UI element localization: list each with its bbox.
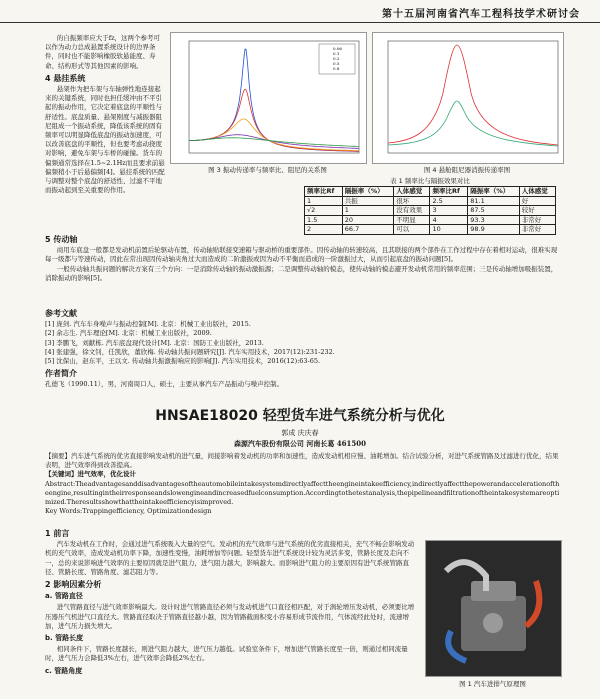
table-cell: 很坏 xyxy=(394,196,430,206)
table-cell: 93.3 xyxy=(468,215,519,225)
table-cell: 98.9 xyxy=(468,225,519,235)
table-cell: 非常好 xyxy=(519,215,555,225)
table-1-title: 表 1 频率比与隔振效果对比 xyxy=(390,177,470,185)
figure-1-caption: 图 1 汽车进排气原理图 xyxy=(459,680,526,688)
article-authors: 郭成 庆庆春 xyxy=(281,429,319,437)
abstract-block xyxy=(45,452,560,516)
subsection-a-paragraph: 进气管路直径与进气效率影响最大。设计时进气管路直径必须与发动机进气口直径相匹配，对于涡轮增压发动机，必须要比增压器压气机进气口直径大。管路直径取决于管路直径越小越，因为管路截面积变小容易形成节流作用，气体流经此处时，流速增加，进气压力损失增大。 xyxy=(45,603,415,630)
section-2-title: 2 影响因素分析 xyxy=(45,580,102,590)
transmissibility-curve xyxy=(189,119,359,151)
intro-paragraph: 的自振频率应大于fz，这两个参考可以作为动力总成悬置系统设计的边界条件，同时也不能影响橡胶软悬能度、寿命、结构形式等其他因素的影响。 xyxy=(45,34,161,70)
reference-item: [2] 余志生. 汽车理论[M]. 北京：机械工业出版社，2009. xyxy=(45,329,212,338)
section-5-paragraph-2: 一般传动轴共振问题的解决方案有三个方向：一是消除传动轴的振动激振源；二是调整传动轴的模态，使传动轴的模态避开发动机常用的频率范围；三是传动轴增加吸振装置，消除振动的影响[5]。 xyxy=(45,264,558,282)
table-cell: 非常好 xyxy=(519,225,555,235)
table-cell: 1 xyxy=(342,206,393,216)
table-cell: 好 xyxy=(519,196,555,206)
journal-title: 第十五届河南省汽车工程科技学术研讨会 xyxy=(382,9,580,20)
table-cell: 较好 xyxy=(519,206,555,216)
table-row xyxy=(305,206,556,216)
figure-3-plot xyxy=(171,33,366,163)
references-title: 参考文献 xyxy=(45,309,77,318)
curve-damped xyxy=(388,101,558,146)
figure-3-caption: 图 3 振动传递率与频率比、阻尼的关系图 xyxy=(208,166,327,174)
legend-entry: 0.5 xyxy=(333,61,340,66)
table-header-cell: 人体感觉 xyxy=(394,187,430,197)
subsection-b-title: b. 管路长度 xyxy=(45,634,84,643)
author-bio-title: 作者简介 xyxy=(45,369,77,379)
section-4-title: 4 悬挂系统 xyxy=(45,73,86,83)
table-cell: 66.7 xyxy=(342,225,393,235)
figure-4 xyxy=(372,32,564,164)
section-5 xyxy=(45,232,560,283)
running-header xyxy=(0,0,600,23)
transmissibility-curve xyxy=(189,135,359,149)
legend-entry: 0.1 xyxy=(333,51,340,56)
abstract-en: Abstract:Theadvantagesanddisadvantagesoftheautomobileintakesystemdirectlyaffecttheengineintakeefficiency,indirectlyaffectthepowerandaccelerationoftheengine,resultingintheirresponseandslowengineandincreasedfuelconsumption.Accordingtothetestanalysis,thepipelineandfiltrationoftheintakesystemareoptimized.Theresultsshowthattheintakeefficiencyisimproved. xyxy=(45,479,560,507)
reference-item: [5] 沈保山，赵东平，王以文. 传动轴共振激振响应的影响[J]. 汽车实用技术，2016(12):63-65. xyxy=(45,357,321,366)
keywords-cn: 【关键词】进气效率，优化设计 xyxy=(45,470,136,479)
table-header-row xyxy=(305,187,556,197)
references xyxy=(45,306,560,390)
table-cell: 没有效果 xyxy=(394,206,430,216)
figure-3 xyxy=(170,32,367,164)
table-cell: 87.5 xyxy=(468,206,519,216)
section-4-paragraph: 悬架作为把车架与车轴弹性地连接起来的关键系统，同时也担任缓冲由不平引起的振动作用，它决定着底盘的平顺性与舒适性。底盘质量、悬架刚度与减振器阻尼组成一个振动系统，降低该系统的固有频率可以明显降低底盘的振动加速度，可以改善底盘的平顺性，但也要考虑动挠度对影响，避免车架与车桥的碰撞。货车的偏频通常选择在1.5~2.1Hz而且要求前悬偏频稍小于后悬偏频[4]。悬挂系统的匹配与调整对整个底盘的舒适性、过滤不平地而振动起到至关重要的作用。 xyxy=(45,85,165,195)
subsection-a-title: a. 管路直径 xyxy=(45,592,83,601)
table-header-cell: 频率比Rf xyxy=(305,187,343,197)
table-header-cell: 人体感觉 xyxy=(519,187,555,197)
subsection-b-paragraph: 相同条件下，管路长度越长，则进气阻力越大，进气压力越低。试验室条件下，增加进气管路长度至一倍，则通过相同流量时，进气压力会降低3%左右，进气效率会降低2%左右。 xyxy=(45,645,408,663)
table-cell: 20 xyxy=(342,215,393,225)
table-row xyxy=(305,215,556,225)
article-title: HNSAE18020 轻型货车进气系统分析与优化 xyxy=(155,408,445,424)
table-cell: √2 xyxy=(305,206,343,216)
article-affiliation: 森源汽车股份有限公司 河南长葛 461500 xyxy=(233,439,367,448)
section-1-paragraph: 汽车发动机在工作时，会通过进气系统吸入大量的空气。发动机的充气效率与进气系统的优劣直接相关，充气不畅会影响发动机的充气效率，造成发动机功率下降，加速性变慢，油耗增加等问题。轻型货车进气系统设计较为灵活多变，管路长度及走向不一，总的来说影响进气效率的主要原因就是进气阻力，进气阻力越大，影响越大。而影响进气阻力的主要原因有进气系统管路直径、管路长度、管路角度、滤芯阻力等。 xyxy=(45,540,415,576)
figure-4-plot xyxy=(373,33,563,163)
table-header-cell: 隔振率（%） xyxy=(342,187,393,197)
abstract-cn: 【摘要】汽车进气系统的优劣直接影响发动机的进气量，间接影响着发动机的功率和加速性，造成发动机相应慢、油耗增加。结合试验分析，对进气系统管路及过滤进行优化，结果表明，进气效率得到改善提高。 xyxy=(45,452,559,470)
legend-entry: 0.06 xyxy=(333,46,342,51)
transmissibility-curve xyxy=(189,89,359,151)
top-left-column xyxy=(45,34,165,195)
section-1-title: 1 前言 xyxy=(45,529,70,538)
table-cell: 81.1 xyxy=(468,196,519,206)
table-header-cell: 隔振率（%） xyxy=(468,187,519,197)
table-cell: 3 xyxy=(430,206,468,216)
section-5-title: 5 传动轴 xyxy=(45,235,78,244)
legend-entry: 0.8 xyxy=(333,66,340,71)
author-bio: 孔德飞（1990.11），男，河南周口人，硕士，主要从事汽车产品振动与噪声控制。 xyxy=(45,380,284,389)
figure-4-caption: 图 4 悬舱阻尼器消振传递率图 xyxy=(423,166,511,174)
subsection-c-title: c. 管路角度 xyxy=(45,666,83,675)
keywords-en: Key Words:Trappingefficiency, Optimizationdesign xyxy=(45,507,212,516)
table-cell: 可以 xyxy=(394,225,430,235)
figure-3-legend xyxy=(319,44,355,74)
table-cell: 10 xyxy=(430,225,468,235)
table-cell: 4 xyxy=(430,215,468,225)
table-cell: 1.5 xyxy=(305,215,343,225)
table-cell: 2.5 xyxy=(430,196,468,206)
engine-photo-illustration xyxy=(426,541,561,676)
table-cell: 共振 xyxy=(342,196,393,206)
table-cell: 2 xyxy=(305,225,343,235)
body-column xyxy=(45,526,415,678)
table-cell: 不明显 xyxy=(394,215,430,225)
reference-item: [4] 张建强，徐文钊，任凯欣，董欣梅. 传动轴共振问题研究[J]. 汽车实用技术，2017(12):231-232. xyxy=(45,347,335,356)
reference-item: [3] 李鹏飞，刘献栋. 汽车底盘现代设计[M]. 北京：国防工业出版社，2013. xyxy=(45,338,264,347)
table-row xyxy=(305,196,556,206)
reference-item: [1] 庞剑. 汽车车身噪声与振动控制[M]. 北京：机械工业出版社，2015. xyxy=(45,320,251,329)
figure-1 xyxy=(425,540,562,677)
table-cell: 1 xyxy=(305,196,343,206)
table-1 xyxy=(304,186,556,235)
curve-undamped xyxy=(388,45,558,145)
legend-entry: 0.2 xyxy=(333,56,340,61)
section-5-paragraph-1: 商用车底盘一般都是发动机前置后轮驱动布置，传动轴贴联接变速箱与驱动桥的重要部件。因传动轴的转速较高，且其联接的两个部件在工作过程中存在着相对运动，很难实现每一级都与等速传动，因此在常出现因传动轴夹角过大而造成的二阶激振或因为动不平衡而造成的一阶激振过大，从而引起底盘的振动问题[5]。 xyxy=(45,246,558,264)
table-header-cell: 频率比Rf xyxy=(430,187,468,197)
